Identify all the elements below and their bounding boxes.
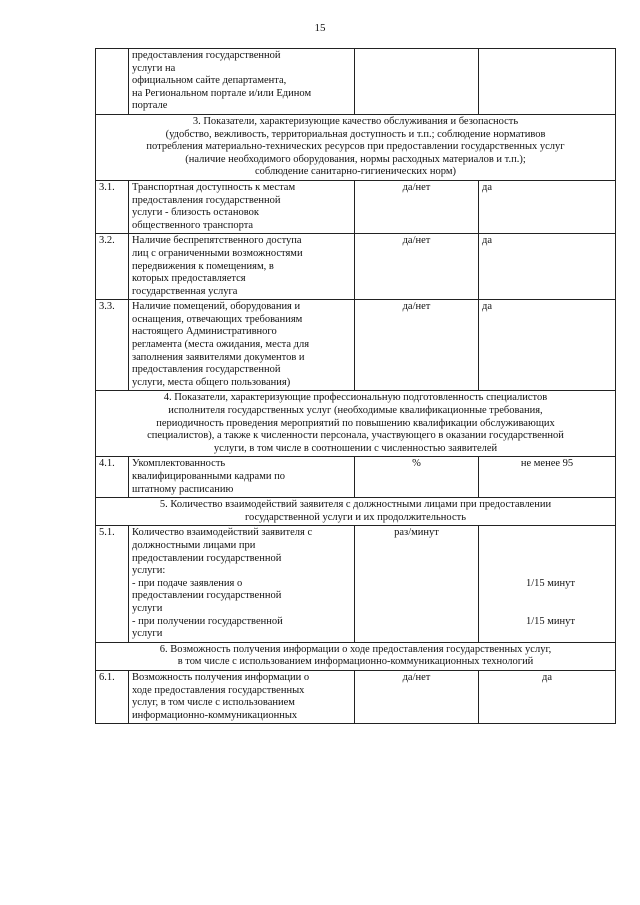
section-title: 4. Показатели, характеризующие профессиональную подготовленность специалистов исполнителя государственных услуг (необходимые квалификационные требования, периодичность проведения мероприятий по повышению квалификации обслуживающих специалистов), а также к численности персонала, участвующего в оказании государственной услуги, в том числе в соотношении с численностью заявителей [96, 391, 616, 457]
row-number: 5.1. [96, 526, 129, 642]
table-row [96, 49, 616, 115]
indicator-text: предоставления государственной услуги на официальном сайте департамента, на Региональном портале и/или Едином портале [129, 49, 355, 115]
table-row [96, 300, 616, 391]
section-header [96, 391, 616, 457]
norm-cell [479, 49, 616, 115]
table-row [96, 670, 616, 723]
section-title: 3. Показатели, характеризующие качество обслуживания и безопасность (удобство, вежливость, территориальная доступность и т.п.; соблюдение нормативов потребления материально-технических ресурсов при предоставлении государственных услуг (наличие необходимого оборудования, нормы расходных материалов и т.п.); соблюдение санитарно-гигиенических норм) [96, 114, 616, 180]
indicator-text: Наличие беспрепятственного доступа лиц с ограниченными возможностями передвижения к помещениям, в которых предоставляется государственная услуга [129, 234, 355, 300]
row-number: 3.3. [96, 300, 129, 391]
unit-cell: % [355, 457, 479, 498]
table-row [96, 234, 616, 300]
unit-cell: раз/минут [355, 526, 479, 642]
norm-cell: да [479, 234, 616, 300]
indicator-text: Количество взаимодействий заявителя с должностными лицами при предоставлении государственной услуги: - при подаче заявления о предоставлении государственной услуги - при получении государственной услуги [129, 526, 355, 642]
row-number [96, 49, 129, 115]
unit-cell: да/нет [355, 234, 479, 300]
table-row [96, 526, 616, 642]
unit-cell: да/нет [355, 670, 479, 723]
page-number: 15 [314, 22, 326, 34]
unit-cell: да/нет [355, 300, 479, 391]
norm-cell: 1/15 минут 1/15 минут [479, 526, 616, 642]
indicators-table [95, 48, 616, 724]
norm-cell: да [479, 670, 616, 723]
indicator-text: Транспортная доступность к местам предоставления государственной услуги - близость остановок общественного транспорта [129, 180, 355, 233]
section-header [96, 642, 616, 670]
unit-cell: да/нет [355, 180, 479, 233]
table-row [96, 457, 616, 498]
indicator-text: Укомплектованность квалифицированными кадрами по штатному расписанию [129, 457, 355, 498]
row-number: 3.2. [96, 234, 129, 300]
row-number: 4.1. [96, 457, 129, 498]
norm-cell: не менее 95 [479, 457, 616, 498]
section-title: 5. Количество взаимодействий заявителя с должностными лицами при предоставлении государственной услуги и их продолжительность [96, 498, 616, 526]
section-header [96, 114, 616, 180]
section-title: 6. Возможность получения информации о ходе предоставления государственных услуг, в том числе с использованием информационно-коммуникационных технологий [96, 642, 616, 670]
section-header [96, 498, 616, 526]
unit-cell [355, 49, 479, 115]
indicator-text: Наличие помещений, оборудования и оснащения, отвечающих требованиям настоящего Административного регламента (места ожидания, места для заполнения заявителями документов и предоставления государственной услуги, места общего пользования) [129, 300, 355, 391]
indicator-text: Возможность получения информации о ходе предоставления государственных услуг, в том числе с использованием информационно-коммуникационных [129, 670, 355, 723]
row-number: 6.1. [96, 670, 129, 723]
row-number: 3.1. [96, 180, 129, 233]
norm-cell: да [479, 300, 616, 391]
norm-cell: да [479, 180, 616, 233]
table-row [96, 180, 616, 233]
